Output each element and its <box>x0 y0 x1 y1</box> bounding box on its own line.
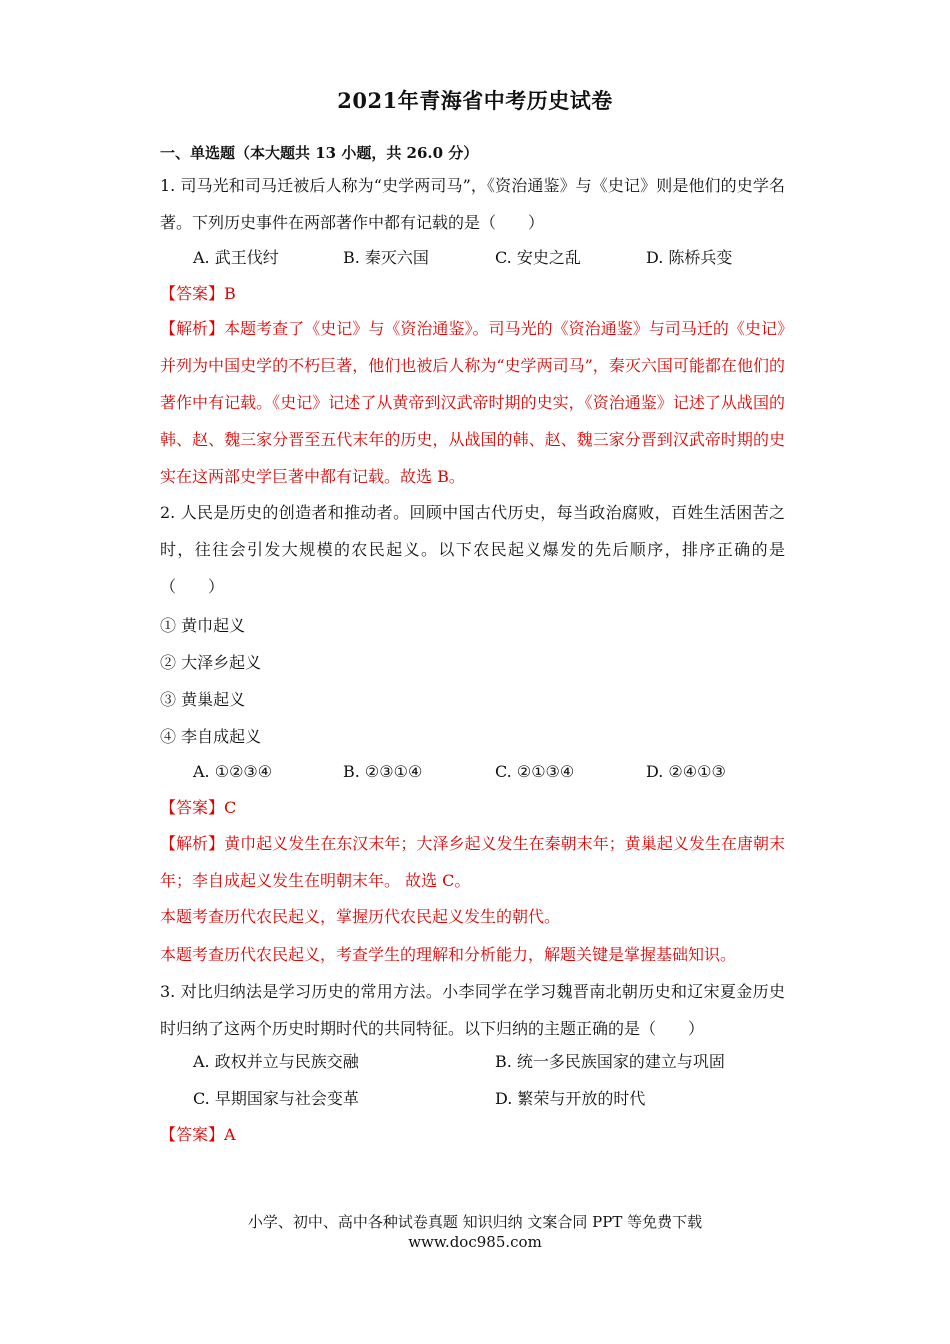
q2-option-a: A. ①②③④ <box>193 762 273 781</box>
q2-note-2: 本题考查历代农民起义，考查学生的理解和分析能力，解题关键是掌握基础知识。 <box>160 945 737 964</box>
q1-answer: 【答案】B <box>160 284 236 303</box>
q2-item-3: ③ 黄巢起义 <box>160 690 246 709</box>
q3-option-a: A. 政权并立与民族交融 <box>193 1052 359 1071</box>
q2-option-d: D. ②④①③ <box>646 762 726 781</box>
q1-option-a: A. 武王伐纣 <box>193 248 279 267</box>
q2-analysis: 【解析】黄巾起义发生在东汉末年；大泽乡起义发生在秦朝末年；黄巢起义发生在唐朝末年；李自成起义发生在明朝末年。 故选 C。 <box>160 834 785 890</box>
q2-item-4: ④ 李自成起义 <box>160 727 262 746</box>
footer-link[interactable]: www.doc985.com <box>408 1233 542 1251</box>
q1-option-c: C. 安史之乱 <box>495 248 581 267</box>
question-1-stem: 1. 司马光和司马迁被后人称为“史学两司马”，《资治通鉴》与《史记》则是他们的史学名著。下列历史事件在两部著作中都有记载的是（ ） <box>160 176 785 232</box>
q2-option-b: B. ②③①④ <box>343 762 423 781</box>
q2-item-2: ② 大泽乡起义 <box>160 653 262 672</box>
q1-option-b: B. 秦灭六国 <box>343 248 429 267</box>
q2-item-1: ① 黄巾起义 <box>160 616 246 635</box>
q3-answer: 【答案】A <box>160 1125 236 1144</box>
question-2-stem: 2. 人民是历史的创造者和推动者。回顾中国古代历史，每当政治腐败，百姓生活困苦之时，往往会引发大规模的农民起义。以下农民起义爆发的先后顺序，排序正确的是（ ） <box>160 503 785 596</box>
exam-title: 2021年青海省中考历史试卷 <box>337 88 613 113</box>
section-heading: 一、单选题（本大题共 13 小题，共 26.0 分） <box>160 144 479 162</box>
q3-option-d: D. 繁荣与开放的时代 <box>495 1089 646 1108</box>
q2-note-1: 本题考查历代农民起义，掌握历代农民起义发生的朝代。 <box>160 907 561 926</box>
q3-option-c: C. 早期国家与社会变革 <box>193 1089 359 1108</box>
question-3-stem: 3. 对比归纳法是学习历史的常用方法。小李同学在学习魏晋南北朝历史和辽宋夏金历史时归纳了这两个历史时期时代的共同特征。以下归纳的主题正确的是（ ） <box>160 982 785 1038</box>
q2-option-c: C. ②①③④ <box>495 762 575 781</box>
q1-analysis: 【解析】本题考查了《史记》与《资治通鉴》。司马光的《资治通鉴》与司马迁的《史记》并列为中国史学的不朽巨著，他们也被后人称为“史学两司马”，秦灭六国可能都在他们的著作中有记载。《史记》记述了从黄帝到汉武帝时期的史实，《资治通鉴》记述了从战国的韩、赵、魏三家分晋至五代末年的历史，从战国的韩、赵、魏三家分晋到汉武帝时期的史实在这两部史学巨著中都有记载。故选 B。 <box>160 319 785 486</box>
footer-tagline: 小学、初中、高中各种试卷真题 知识归纳 文案合同 PPT 等免费下载 <box>247 1213 703 1231</box>
q2-answer: 【答案】C <box>160 798 237 817</box>
q1-option-d: D. 陈桥兵变 <box>646 248 733 267</box>
q3-option-b: B. 统一多民族国家的建立与巩固 <box>495 1052 725 1071</box>
